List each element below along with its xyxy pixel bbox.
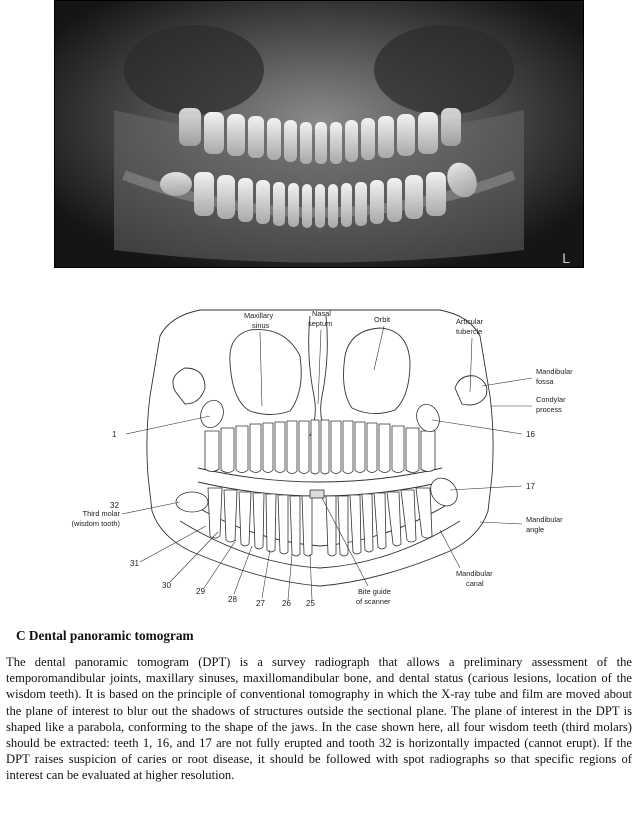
body-paragraph: The dental panoramic tomogram (DPT) is a survey radiograph that allows a preliminary assessment of the temporomandibular joints, maxillary sinuses, maxillomandibular bone, and dental status (carious lesions, location of the wisdom teeth). It is based on the principle of conventional tomography in which the X-ray tube and film are moved about the plane of interest to blur out the shadows of structures outside the sectional plane. The plane of interest in the DPT is shaped like a parabola, conforming to the shape of the jaws. In the case shown here, all four wisdom teeth (third molars) should be extracted: teeth 1, 16, and 17 are not fully erupted and tooth 32 is horizontally impacted (cannot erupt). If the DPT raises suspicion of caries or root disease, it should be followed with spot radiographs so that specific regions of interest can be evaluated at higher resolution.	[6, 655, 632, 783]
label-orbit: Orbit	[374, 315, 391, 324]
tooth-number-27: 27	[256, 599, 265, 608]
dental-diagram	[0, 296, 638, 612]
tooth-number-1: 1	[112, 430, 117, 439]
tooth-number-25: 25	[306, 599, 315, 608]
xray-drawing	[54, 0, 584, 268]
label-bite-guide: Bite guide of scanner	[356, 587, 391, 606]
tooth-number-29: 29	[196, 587, 205, 596]
tooth-number-32: 32	[110, 501, 119, 510]
label-third-molar: Third molar (wisdom tooth)	[71, 509, 120, 528]
label-condylar-process: Condylar process	[536, 395, 566, 414]
bite-guide-shape	[310, 490, 324, 498]
label-maxillary-sinus: Maxillary sinus	[244, 311, 274, 330]
lower-teeth	[176, 473, 463, 556]
tooth-number-30: 30	[162, 581, 171, 590]
diagram-drawing	[0, 296, 638, 612]
label-mandibular-angle: Mandibular angle	[526, 515, 563, 534]
panoramic-xray-image	[54, 0, 584, 268]
label-nasal-septum: Nasal septum	[308, 309, 333, 328]
xray-side-marker: L	[562, 250, 570, 266]
tooth-number-17: 17	[526, 482, 535, 491]
tooth-number-16: 16	[526, 430, 535, 439]
tooth-number-31: 31	[130, 559, 139, 568]
upper-teeth	[197, 397, 443, 474]
figure-caption: C Dental panoramic tomogram	[16, 628, 194, 643]
label-articular-tubercle: Articular tubercle	[456, 317, 484, 336]
tooth-number-28: 28	[228, 595, 237, 604]
label-mandibular-canal: Mandibular canal	[456, 569, 493, 588]
tooth-number-26: 26	[282, 599, 291, 608]
label-mandibular-fossa: Mandibular fossa	[536, 367, 573, 386]
